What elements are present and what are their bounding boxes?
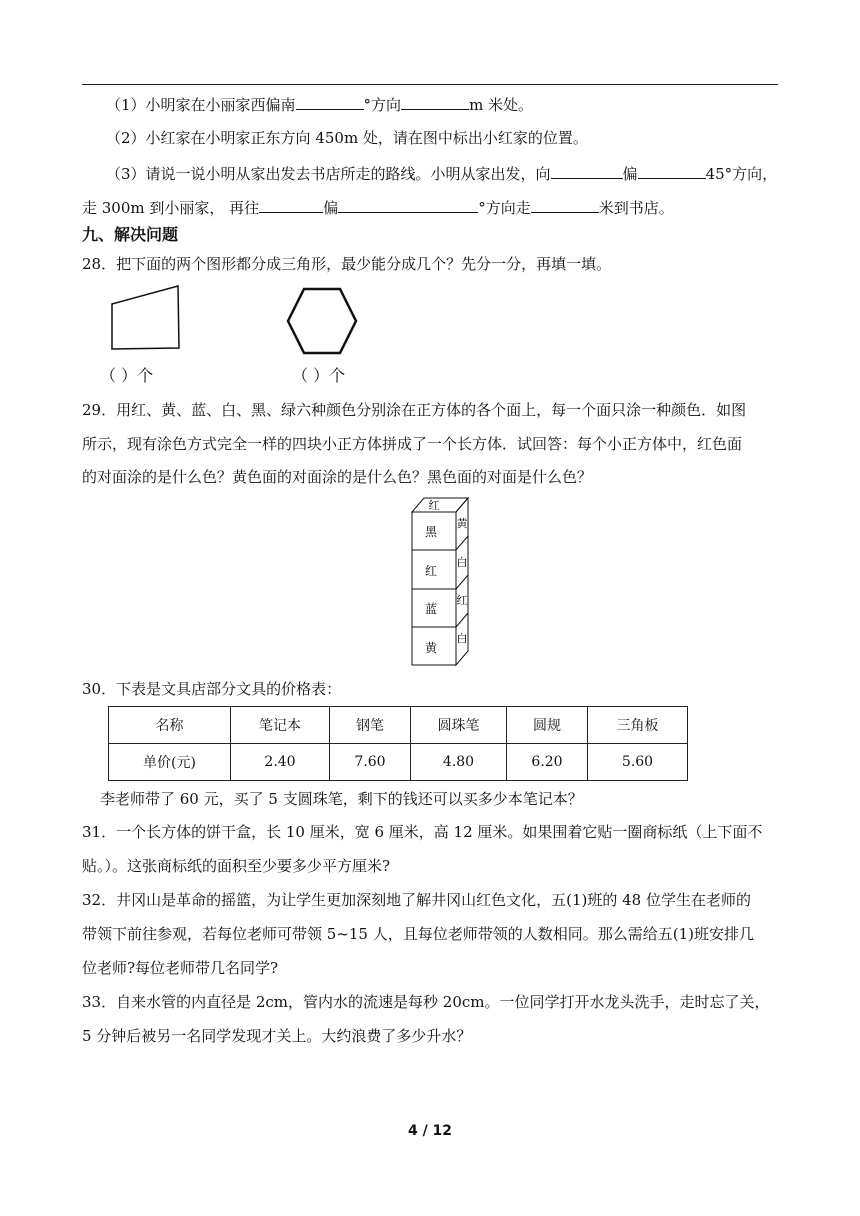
q27-part3-text-a: （3）请说一说小明从家出发去书店所走的路线。小明从家出发，向 <box>106 165 551 183</box>
q32-line3: 位老师?每位老师带几名同学? <box>82 959 279 977</box>
cube-stack-figure <box>406 494 472 669</box>
q32-line2: 带领下前往参观，若每位老师可带领 5~15 人，且每位老师带领的人数相同。那么需给五(1)班安排几 <box>82 925 754 943</box>
q27-part3-continued <box>82 196 674 218</box>
q28-answer-2[interactable]: （ ）个 <box>292 366 346 385</box>
q27-part3-text-d: 走 300m 到小丽家， 再往 <box>82 199 260 217</box>
q29-line3: 的对面涂的是什么色？黄色面的对面涂的是什么色？黑色面的对面是什么色？ <box>82 468 593 486</box>
cube-front-label: 黄 <box>424 641 438 655</box>
q27-part3-text-e: 偏 <box>323 199 339 217</box>
answer-blank[interactable] <box>296 93 364 110</box>
q28-text: 28．把下面的两个图形都分成三角形，最少能分成几个？先分一分，再填一填。 <box>82 255 612 273</box>
q29-line2: 所示，现有涂色方式完全一样的四块小正方体拼成了一个长方体．试回答：每个小正方体中，红色面 <box>82 435 743 453</box>
price-table <box>108 706 688 781</box>
q27-part2: （2）小红家在小明家正东方向 450m 处，请在图中标出小红家的位置。 <box>106 129 588 147</box>
hexagon-figure <box>285 285 359 357</box>
answer-blank[interactable] <box>259 196 323 213</box>
table-cell: 7.60 <box>330 744 411 781</box>
answer-blank[interactable] <box>551 162 623 179</box>
table-header-cell: 圆规 <box>507 707 588 744</box>
cube-side-label: 白 <box>456 632 468 645</box>
q27-part3 <box>106 162 777 184</box>
q27-part3-text-f: °方向走 <box>478 199 531 217</box>
q27-part3-text-b: 偏 <box>622 165 638 183</box>
q30-text: 30．下表是文具店部分文具的价格表： <box>82 680 342 698</box>
cube-front-label: 黑 <box>424 525 438 539</box>
q33-line1: 33．自来水管的内直径是 2cm，管内水的流速是每秒 20cm。一位同学打开水龙头洗手，走时忘了关， <box>82 993 770 1011</box>
q27-part3-text-c: 45°方向， <box>705 165 778 183</box>
table-header-cell: 钢笔 <box>330 707 411 744</box>
table-header-cell: 名称 <box>109 707 231 744</box>
q31-line1: 31．一个长方体的饼干盒，长 10 厘米，宽 6 厘米，高 12 厘米。如果围着它贴一圈商标纸（上下面不 <box>82 823 763 841</box>
cube-side-label: 白 <box>456 556 468 569</box>
answer-blank[interactable] <box>338 196 478 213</box>
page-number: 4 / 12 <box>407 1123 453 1139</box>
header-rule <box>82 84 778 85</box>
table-cell: 2.40 <box>231 744 330 781</box>
answer-blank[interactable] <box>638 162 706 179</box>
table-cell: 5.60 <box>588 744 688 781</box>
table-cell: 6.20 <box>507 744 588 781</box>
q27-part1-text-b: °方向 <box>363 96 402 114</box>
q27-part1-text-c: m 米处。 <box>469 96 534 114</box>
q33-line2: 5 分钟后被另一名同学发现才关上。大约浪费了多少升水？ <box>82 1027 472 1045</box>
table-cell: 4.80 <box>411 744 507 781</box>
q28-answer-1[interactable]: （ ）个 <box>100 366 154 385</box>
table-row <box>109 744 688 781</box>
cube-side-label: 红 <box>456 594 468 607</box>
table-cell: 单价(元) <box>109 744 231 781</box>
quadrilateral-figure <box>104 282 188 356</box>
q27-part1-text-a: （1）小明家在小丽家西偏南 <box>106 96 296 114</box>
cube-side-label: 黄 <box>456 517 468 530</box>
section-heading: 九、解决问题 <box>82 225 179 244</box>
table-header-cell: 笔记本 <box>231 707 330 744</box>
q31-line2: 贴。）。这张商标纸的面积至少要多少平方厘米? <box>82 857 391 875</box>
q32-line1: 32．井冈山是革命的摇篮，为让学生更加深刻地了解井冈山红色文化，五(1)班的 48 位学生在老师的 <box>82 891 751 909</box>
cube-front-label: 红 <box>424 564 438 578</box>
cube-front-label: 蓝 <box>424 602 438 616</box>
table-header-cell: 三角板 <box>588 707 688 744</box>
q27-part1 <box>106 93 533 115</box>
cube-top-label: 红 <box>428 499 440 512</box>
q29-line1: 29．用红、黄、蓝、白、黑、绿六种颜色分别涂在正方体的各个面上，每一个面只涂一种颜色．如图 <box>82 401 747 419</box>
answer-blank[interactable] <box>531 196 599 213</box>
q30-question: 李老师带了 60 元，买了 5 支圆珠笔，剩下的钱还可以买多少本笔记本？ <box>100 790 583 808</box>
table-header-row <box>109 707 688 744</box>
table-header-cell: 圆珠笔 <box>411 707 507 744</box>
answer-blank[interactable] <box>401 93 469 110</box>
q27-part3-text-g: 米到书店。 <box>598 199 674 217</box>
